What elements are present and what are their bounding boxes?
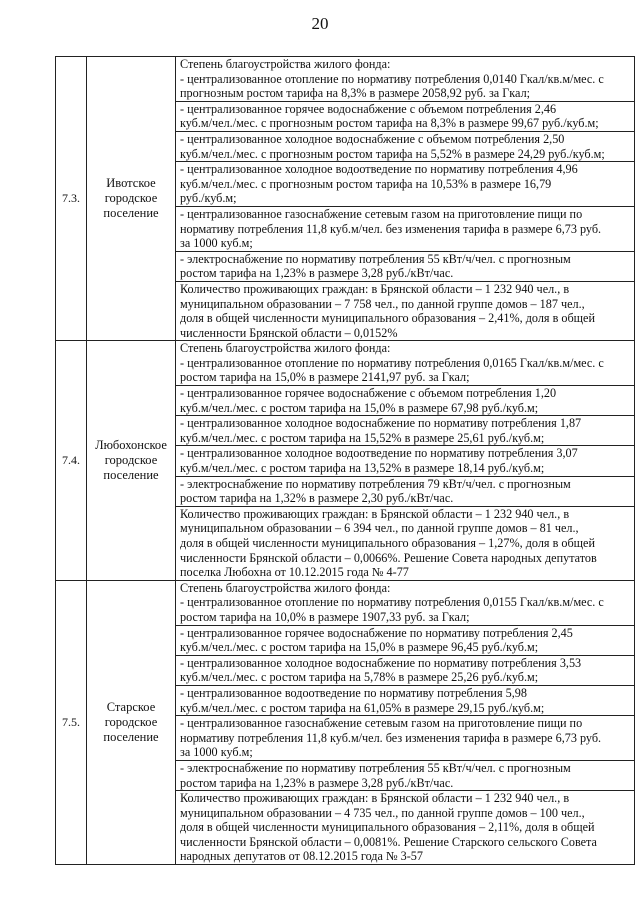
settlements-table (55, 56, 635, 865)
text-line: за 1000 куб.м; (180, 236, 253, 251)
text-line: численности Брянской области – 0,0152% (180, 325, 398, 340)
description-cell (176, 580, 635, 864)
description-paragraph (180, 686, 631, 715)
text-line: Количество проживающих граждан: в Брянской области – 1 232 940 чел., в (180, 506, 570, 521)
settlement-name-line: Старское (106, 699, 156, 714)
settlement-name-line: Ивотское (106, 176, 156, 191)
description-paragraph (180, 207, 631, 251)
table-body (56, 57, 635, 865)
description-paragraph (180, 507, 631, 580)
text-line: за 1000 куб.м; (180, 745, 253, 760)
text-line: ростом тарифа на 1,23% в размере 3,28 руб./кВт/час. (180, 775, 454, 790)
settlement-name-cell (87, 341, 176, 581)
settlement-name-line: поселение (103, 468, 159, 483)
text-line: куб.м/чел./мес. с ростом тарифа на 15,0% в размере 67,98 руб./куб.м; (180, 400, 539, 415)
description-paragraph (180, 446, 631, 475)
text-line: доля в общей численности муниципального образования – 1,27%, доля в общей (180, 536, 595, 550)
row-number: 7.4. (62, 453, 80, 468)
row-number: 7.3. (62, 191, 80, 206)
description-paragraph (180, 282, 631, 340)
description-paragraph (180, 132, 631, 161)
text-line: - электроснабжение по нормативу потребления 55 кВт/ч/чел. с прогнозным (180, 251, 571, 266)
text-line: Степень благоустройства жилого фонда: (180, 580, 391, 595)
text-line: - централизованное отопление по нормативу потребления 0,0140 Гкал/кв.м/мес. с (180, 71, 604, 86)
row-number: 7.5. (62, 714, 80, 729)
text-line: ростом тарифа на 15,0% в размере 2141,97 руб. за Гкал; (180, 370, 470, 385)
settlement-name-line: поселение (103, 729, 159, 744)
text-line: ростом тарифа на 10,0% в размере 1907,33 руб. за Гкал; (180, 609, 470, 624)
settlement-name-cell (87, 57, 176, 341)
text-line: куб.м/чел./мес. с прогнозным ростом тарифа на 5,52% в размере 24,29 руб./куб.м; (180, 146, 605, 161)
description-paragraph (180, 791, 631, 864)
text-line: руб./куб.м; (180, 191, 237, 206)
description-paragraph (180, 656, 631, 685)
text-line: нормативу потребления 11,8 куб.м/чел. без изменения тарифа в размере 6,73 руб. (180, 221, 602, 236)
text-line: доля в общей численности муниципального образования – 2,11%, доля в общей (180, 820, 595, 835)
text-line: ростом тарифа на 1,23% в размере 3,28 руб./кВт/час. (180, 266, 454, 281)
text-line: муниципальном образовании – 4 735 чел., по данной группе домов – 100 чел., (180, 805, 585, 820)
text-line: поселка Любохна от 10.12.2015 года № 4-77 (180, 565, 409, 580)
text-line: - централизованное горячее водоснабжение с объемом потребления 2,46 (180, 101, 557, 116)
settlement-name-line: городское (104, 191, 158, 206)
text-line: Степень благоустройства жилого фонда: (180, 341, 391, 356)
text-line: ростом тарифа на 1,32% в размере 2,30 руб./кВт/час. (180, 491, 454, 506)
text-line: численности Брянской области – 0,0066%. Решение Совета народных депутатов (180, 550, 597, 565)
text-line: муниципальном образовании – 7 758 чел., по данной группе домов – 187 чел., (180, 296, 585, 311)
page-number: 20 (311, 14, 329, 33)
text-line: - централизованное холодное водоотведение по нормативу потребления 3,07 (180, 446, 578, 461)
row-number-cell (56, 580, 87, 864)
description-paragraph (180, 162, 631, 206)
text-line: - электроснабжение по нормативу потребления 55 кВт/ч/чел. с прогнозным (180, 760, 571, 775)
text-line: куб.м/чел./мес. с ростом тарифа на 15,52% в размере 25,61 руб./куб.м; (180, 430, 545, 445)
description-paragraph (180, 386, 631, 415)
text-line: - централизованное отопление по нормативу потребления 0,0165 Гкал/кв.м/мес. с (180, 355, 604, 370)
text-line: Степень благоустройства жилого фонда: (180, 57, 391, 71)
settlement-name-line: поселение (103, 206, 159, 221)
description-paragraph (180, 341, 631, 385)
table-row (56, 580, 635, 864)
text-line: куб.м/чел./мес. с ростом тарифа на 61,05% в размере 29,15 руб./куб.м; (180, 700, 545, 715)
description-paragraph (180, 581, 631, 625)
text-line: - централизованное газоснабжение сетевым газом на приготовление пищи по (180, 716, 583, 731)
table-row (56, 57, 635, 341)
text-line: нормативу потребления 11,8 куб.м/чел. без изменения тарифа в размере 6,73 руб. (180, 730, 602, 745)
text-line: - централизованное отопление по нормативу потребления 0,0155 Гкал/кв.м/мес. с (180, 595, 604, 610)
row-number-cell (56, 57, 87, 341)
description-paragraph (180, 716, 631, 760)
description-paragraph (180, 57, 631, 101)
description-paragraph (180, 102, 631, 131)
text-line: куб.м/чел./мес. с прогнозным ростом тарифа на 10,53% в размере 16,79 (180, 176, 552, 191)
text-line: - централизованное холодное водоснабжение по нормативу потребления 1,87 (180, 416, 582, 431)
text-line: прогнозным ростом тарифа на 8,3% в размере 2058,92 руб. за Гкал; (180, 86, 531, 101)
description-cell (176, 341, 635, 581)
description-paragraph (180, 626, 631, 655)
description-paragraph (180, 761, 631, 790)
settlement-name-cell (87, 580, 176, 864)
text-line: куб.м/чел./мес. с ростом тарифа на 15,0% в размере 96,45 руб./куб.м; (180, 640, 539, 655)
description-cell (176, 57, 635, 341)
settlement-name-line: городское (104, 453, 158, 468)
text-line: - централизованное горячее водоснабжение с объемом потребления 1,20 (180, 386, 557, 401)
text-line: народных депутатов от 08.12.2015 года № 3-57 (180, 849, 423, 864)
description-paragraph (180, 477, 631, 506)
table-row (56, 341, 635, 581)
text-line: куб.м/чел./мес. с ростом тарифа на 5,78% в размере 25,26 руб./куб.м; (180, 670, 539, 685)
text-line: - централизованное горячее водоснабжение по нормативу потребления 2,45 (180, 625, 573, 640)
description-paragraph (180, 416, 631, 445)
text-line: Количество проживающих граждан: в Брянской области – 1 232 940 чел., в (180, 791, 570, 806)
settlement-name-line: городское (104, 714, 158, 729)
settlement-name-line: Любохонское (95, 438, 167, 453)
text-line: муниципальном образовании – 6 394 чел., по данной группе домов – 81 чел., (180, 521, 579, 536)
text-line: куб.м/чел./мес. с прогнозным ростом тарифа на 8,3% в размере 99,67 руб./куб.м; (180, 116, 599, 131)
text-line: - централизованное водоотведение по нормативу потребления 5,98 (180, 685, 527, 700)
text-line: Количество проживающих граждан: в Брянской области – 1 232 940 чел., в (180, 281, 570, 296)
text-line: куб.м/чел./мес. с ростом тарифа на 13,52% в размере 18,14 руб./куб.м; (180, 461, 545, 476)
text-line: - электроснабжение по нормативу потребления 79 кВт/ч/чел. с прогнозным (180, 476, 571, 491)
text-line: - централизованное газоснабжение сетевым газом на приготовление пищи по (180, 206, 583, 221)
row-number-cell (56, 341, 87, 581)
text-line: численности Брянской области – 0,0081%. Решение Старского сельского Совета (180, 834, 597, 849)
description-paragraph (180, 252, 631, 281)
text-line: - централизованное холодное водоотведение по нормативу потребления 4,96 (180, 162, 578, 177)
text-line: - централизованное холодное водоснабжение по нормативу потребления 3,53 (180, 655, 582, 670)
text-line: - централизованное холодное водоснабжение с объемом потребления 2,50 (180, 131, 565, 146)
text-line: доля в общей численности муниципального образования – 2,41%, доля в общей (180, 311, 595, 326)
